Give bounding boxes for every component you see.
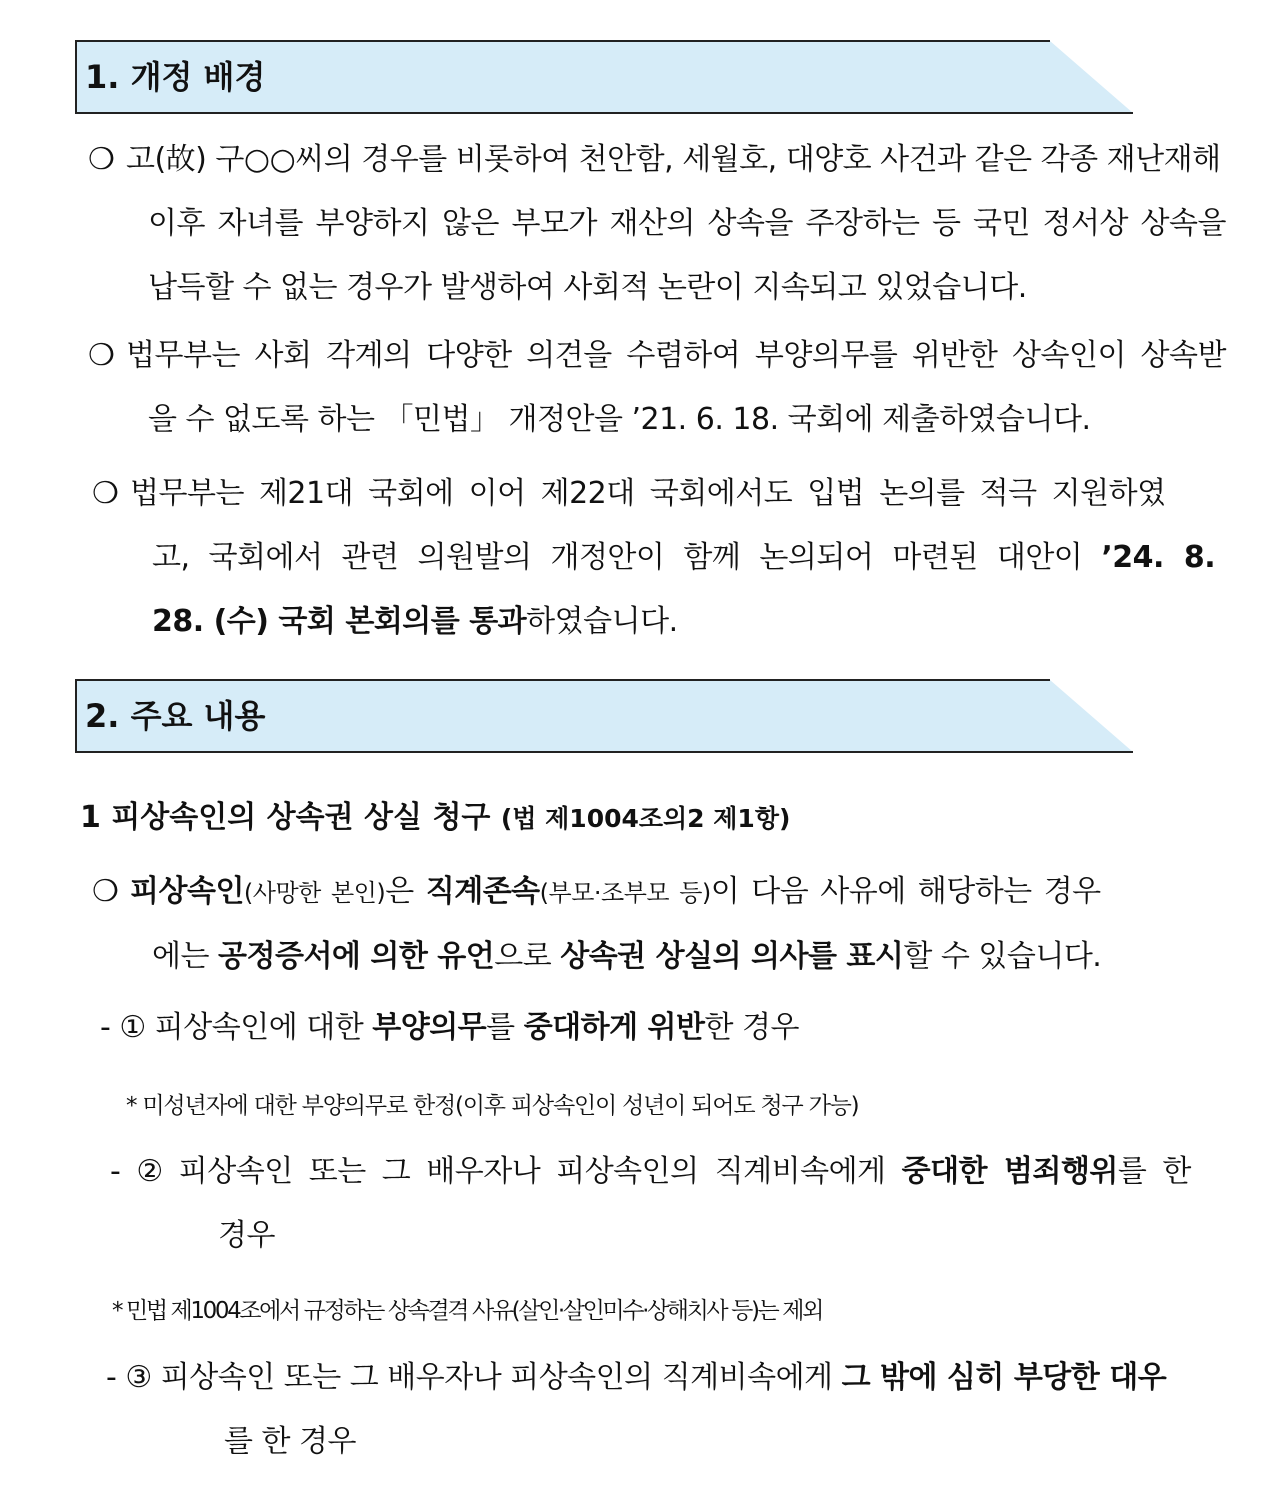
text: 으로: [494, 939, 561, 974]
bold-text: 중대한 범죄행위: [901, 1154, 1118, 1189]
paragraph-line: [92, 526, 1226, 590]
paragraph-line: [92, 925, 1226, 989]
paragraph-line: 이후 자녀를 부양하지 않은 부모가 재산의 상속을 주장하는 등 국민 정서상 상속을: [148, 206, 1226, 241]
text: 를 한: [1117, 1154, 1191, 1189]
bold-text: 그 밖에 심히 부당한 대우: [841, 1360, 1167, 1395]
bold-text: 공정증서에 의한 유언: [218, 939, 495, 974]
text: - ③ 피상속인 또는 그 배우자나 피상속인의 직계비속에게: [106, 1360, 833, 1395]
footnote: * 민법 제1004조에서 규정하는 상속결격 사유(살인·살인미수·상해치사 등)는 제외: [112, 1298, 822, 1324]
list-item-line: 경우: [218, 1218, 275, 1253]
circle-bullet-icon: ❍: [92, 476, 119, 511]
paragraph-line: [88, 128, 1226, 192]
text: 한 경우: [704, 1010, 799, 1045]
bold-date: ’24. 8.: [1101, 540, 1216, 575]
paragraph-line: 납득할 수 없는 경우가 발생하여 사회적 논란이 지속되고 있었습니다.: [148, 270, 1027, 305]
circle-bullet-icon: ❍: [88, 142, 115, 177]
paragraph-line: [88, 324, 1226, 388]
bold-text: 상속권 상실의 의사를 표시: [560, 939, 904, 974]
text: 법무부는 제21대 국회에 이어 제22대 국회에서도 입법 논의를 적극 지원하였: [130, 476, 1166, 511]
text: 고, 국회에서 관련 의원발의 개정안이 함께 논의되어 마련된 대안이: [152, 540, 1083, 575]
list-item: [106, 1346, 1226, 1474]
text: 를: [486, 1010, 524, 1045]
list-item-line: [106, 1346, 1226, 1410]
subheading-reference: (법 제1004조의2 제1항): [500, 804, 791, 833]
text: (사망한 본인): [243, 879, 386, 907]
bold-text: 피상속인: [130, 874, 244, 909]
paragraph: [88, 128, 1226, 320]
text: 법무부는 사회 각계의 다양한 의견을 수렴하여 부양의무를 위반한 상속인이 상속받: [126, 338, 1226, 373]
text: 이 다음 사유에 해당하는 경우: [710, 874, 1101, 909]
section-header-background: [75, 679, 1135, 753]
paragraph: [88, 324, 1226, 452]
bold-text: 28. (수) 국회 본회의를 통과: [152, 604, 527, 639]
text: 하였습니다.: [526, 604, 678, 639]
bold-text: 직계존속: [425, 874, 540, 909]
footnote: * 미성년자에 대한 부양의무로 한정(이후 피상속인이 성년이 되어도 청구 가능): [126, 1093, 859, 1119]
circle-bullet-icon: ❍: [88, 338, 115, 373]
list-item-line: [110, 1140, 1226, 1204]
circle-bullet-icon: ❍: [92, 874, 119, 909]
text: - ① 피상속인에 대한: [100, 1010, 373, 1045]
text: 고(故) 구○○씨의 경우를 비롯하여 천안함, 세월호, 대양호 사건과 같은 각종 재난재해: [126, 142, 1221, 177]
bold-text: 부양의무: [372, 1010, 487, 1045]
paragraph: [92, 462, 1226, 654]
paragraph-line: [92, 860, 1226, 925]
list-item: [100, 996, 799, 1060]
section-title: 1. 개정 배경: [85, 58, 266, 96]
list-item: [110, 1140, 1226, 1268]
section-title: 2. 주요 내용: [85, 697, 266, 735]
text: 할 수 있습니다.: [903, 939, 1102, 974]
text: (부모·조부모 등): [539, 879, 711, 907]
paragraph-line: [92, 590, 1226, 654]
text: - ② 피상속인 또는 그 배우자나 피상속인의 직계비속에게: [110, 1154, 886, 1189]
section-header-background: [75, 40, 1135, 114]
paragraph-line: 을 수 없도록 하는 「민법」 개정안을 ’21. 6. 18. 국회에 제출하였습니다.: [148, 402, 1091, 437]
list-item-line: 를 한 경우: [224, 1424, 356, 1459]
subheading: [80, 792, 790, 836]
bold-text: 중대하게 위반: [523, 1010, 705, 1045]
subheading-main: 1 피상속인의 상속권 상실 청구: [80, 800, 491, 835]
paragraph-line: [92, 462, 1226, 526]
paragraph: [92, 860, 1226, 989]
text: 은: [385, 874, 426, 909]
text: 에는: [152, 939, 218, 974]
